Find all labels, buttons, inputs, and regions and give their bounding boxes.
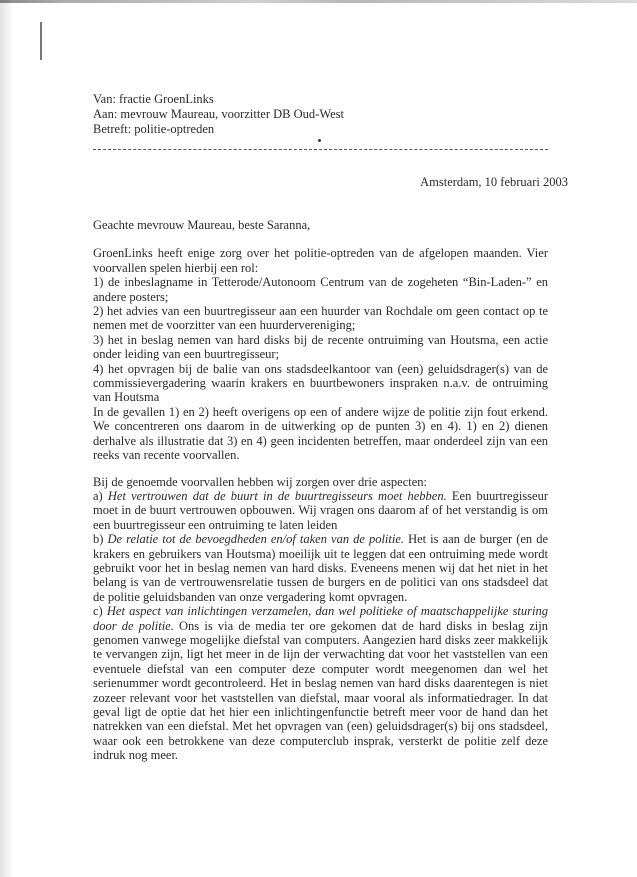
aspects-intro: Bij de genoemde voorvallen hebben wij zorgen over drie aspecten:	[93, 474, 428, 489]
salutation: Geachte mevrouw Maureau, beste Saranna,	[93, 218, 311, 232]
incident-item: 1) de inbeslagname in Tetterode/Autonoom Centrum van de zogeheten “Bin-Laden-” en andere posters;	[93, 275, 548, 304]
scan-shadow-top	[0, 0, 637, 3]
aspect-title: Het vertrouwen dat de buurt in de buurtregisseurs moet hebben.	[107, 488, 447, 503]
letter-header	[93, 92, 344, 137]
aspect-title: Het aspect van inlichtingen verzamelen, dan wel politieke of maatschappelijke sturing door de politie.	[93, 604, 548, 633]
aspect-prefix: c)	[93, 604, 107, 619]
header-from: Van: fractie GroenLinks	[93, 92, 214, 106]
aspect-title: De relatie tot de bevoegdheden en/of taken van de politie.	[107, 532, 405, 547]
margin-mark	[40, 22, 42, 60]
dashed-separator	[93, 149, 548, 150]
incident-item: 4) het opvragen bij de balie van ons stadsdeelkantoor van (een) geluidsdrager(s) van de commissievergadering waarin krakers en buurtbewoners inspraken n.a.v. de ontruiming van Houtsma	[93, 361, 548, 405]
header-to: Aan: mevrouw Maureau, voorzitter DB Oud-West	[93, 107, 345, 121]
aspect-text: Ons is via de media ter ore gekomen dat de hard disks in beslag zijn genomen vanwege mogelijke diefstal van computers. Aangezien hard disks zeer makkelijk te vervangen zijn, ligt het meer in de lijn der verwachting dat voor het vaststellen van een eventuele diefstal van een computer deze computer wordt meegenomen dan wel het serienummer wordt gecontroleerd. Het in beslag nemen van hard disks daarentegen is niet zozeer relevant voor het vaststellen van diefstal, maar vooral als informatiedrager. In dat geval ligt de optie dat het hier een inlichtingenfunctie betreft meer voor de hand dan het natrekken van een diefstal. Met het opvragen van (een) geluidsdrager(s) bij ons stadsdeel, waar ook een betrokkene van deze computerclub insprak, versterkt de politie zelf deze indruk nog meer.	[93, 618, 548, 763]
scan-shadow-left	[0, 0, 14, 877]
incidents-note: In de gevallen 1) en 2) heeft overigens op een of andere wijze de politie zijn fout erkend. We concentreren ons daarom in de uitwerking op de punten 3) en 4). 1) en 2) dienen derhalve als illustratie dat 3) en 4) geen incidenten betreffen, maar onderdeel zijn van een reeks van recente voorvallen.	[93, 404, 548, 463]
header-subject: Betreft: politie-optreden	[93, 122, 215, 136]
aspect-item-c	[93, 604, 548, 762]
aspect-text: Het is aan de burger (en de krakers en gebruikers van Houtsma) moeilijk uit te leggen dat een ontruiming mede wordt gebruikt voor het in beslag nemen van hard disks. Eveneens menen wij dat het niet in het belang is van de vertrouwensrelatie tussen de burgers en de politici van ons stadsdeel dat de politie geluidsbanden van onze vergadering komt opvragen.	[93, 532, 549, 604]
aspect-text: Een buurtregisseur moet in de buurt vertrouwen opbouwen. Wij vragen ons daarom af of het verstandig is om een buurtregisseur een ontruiming te laten leiden	[93, 488, 548, 532]
intro-paragraph: GroenLinks heeft enige zorg over het politie-optreden van de afgelopen maanden. Vier voorvallen spelen hierbij een rol:	[93, 246, 548, 275]
aspect-item-a	[93, 489, 548, 532]
scan-speck	[318, 139, 321, 142]
aspect-prefix: b)	[93, 532, 108, 547]
incident-item: 2) het advies van een buurtregisseur aan een huurder van Rochdale om geen contact op te nemen met de voorzitter van een huurdervereniging;	[93, 304, 548, 333]
letter-body	[93, 218, 548, 763]
aspect-item-b	[93, 532, 548, 604]
aspect-prefix: a)	[93, 488, 108, 503]
letter-date: Amsterdam, 10 februari 2003	[420, 175, 568, 189]
incident-item: 3) het in beslag nemen van hard disks bij de recente ontruiming van Houtsma, een actie onder leiding van een buurtregisseur;	[93, 332, 548, 362]
